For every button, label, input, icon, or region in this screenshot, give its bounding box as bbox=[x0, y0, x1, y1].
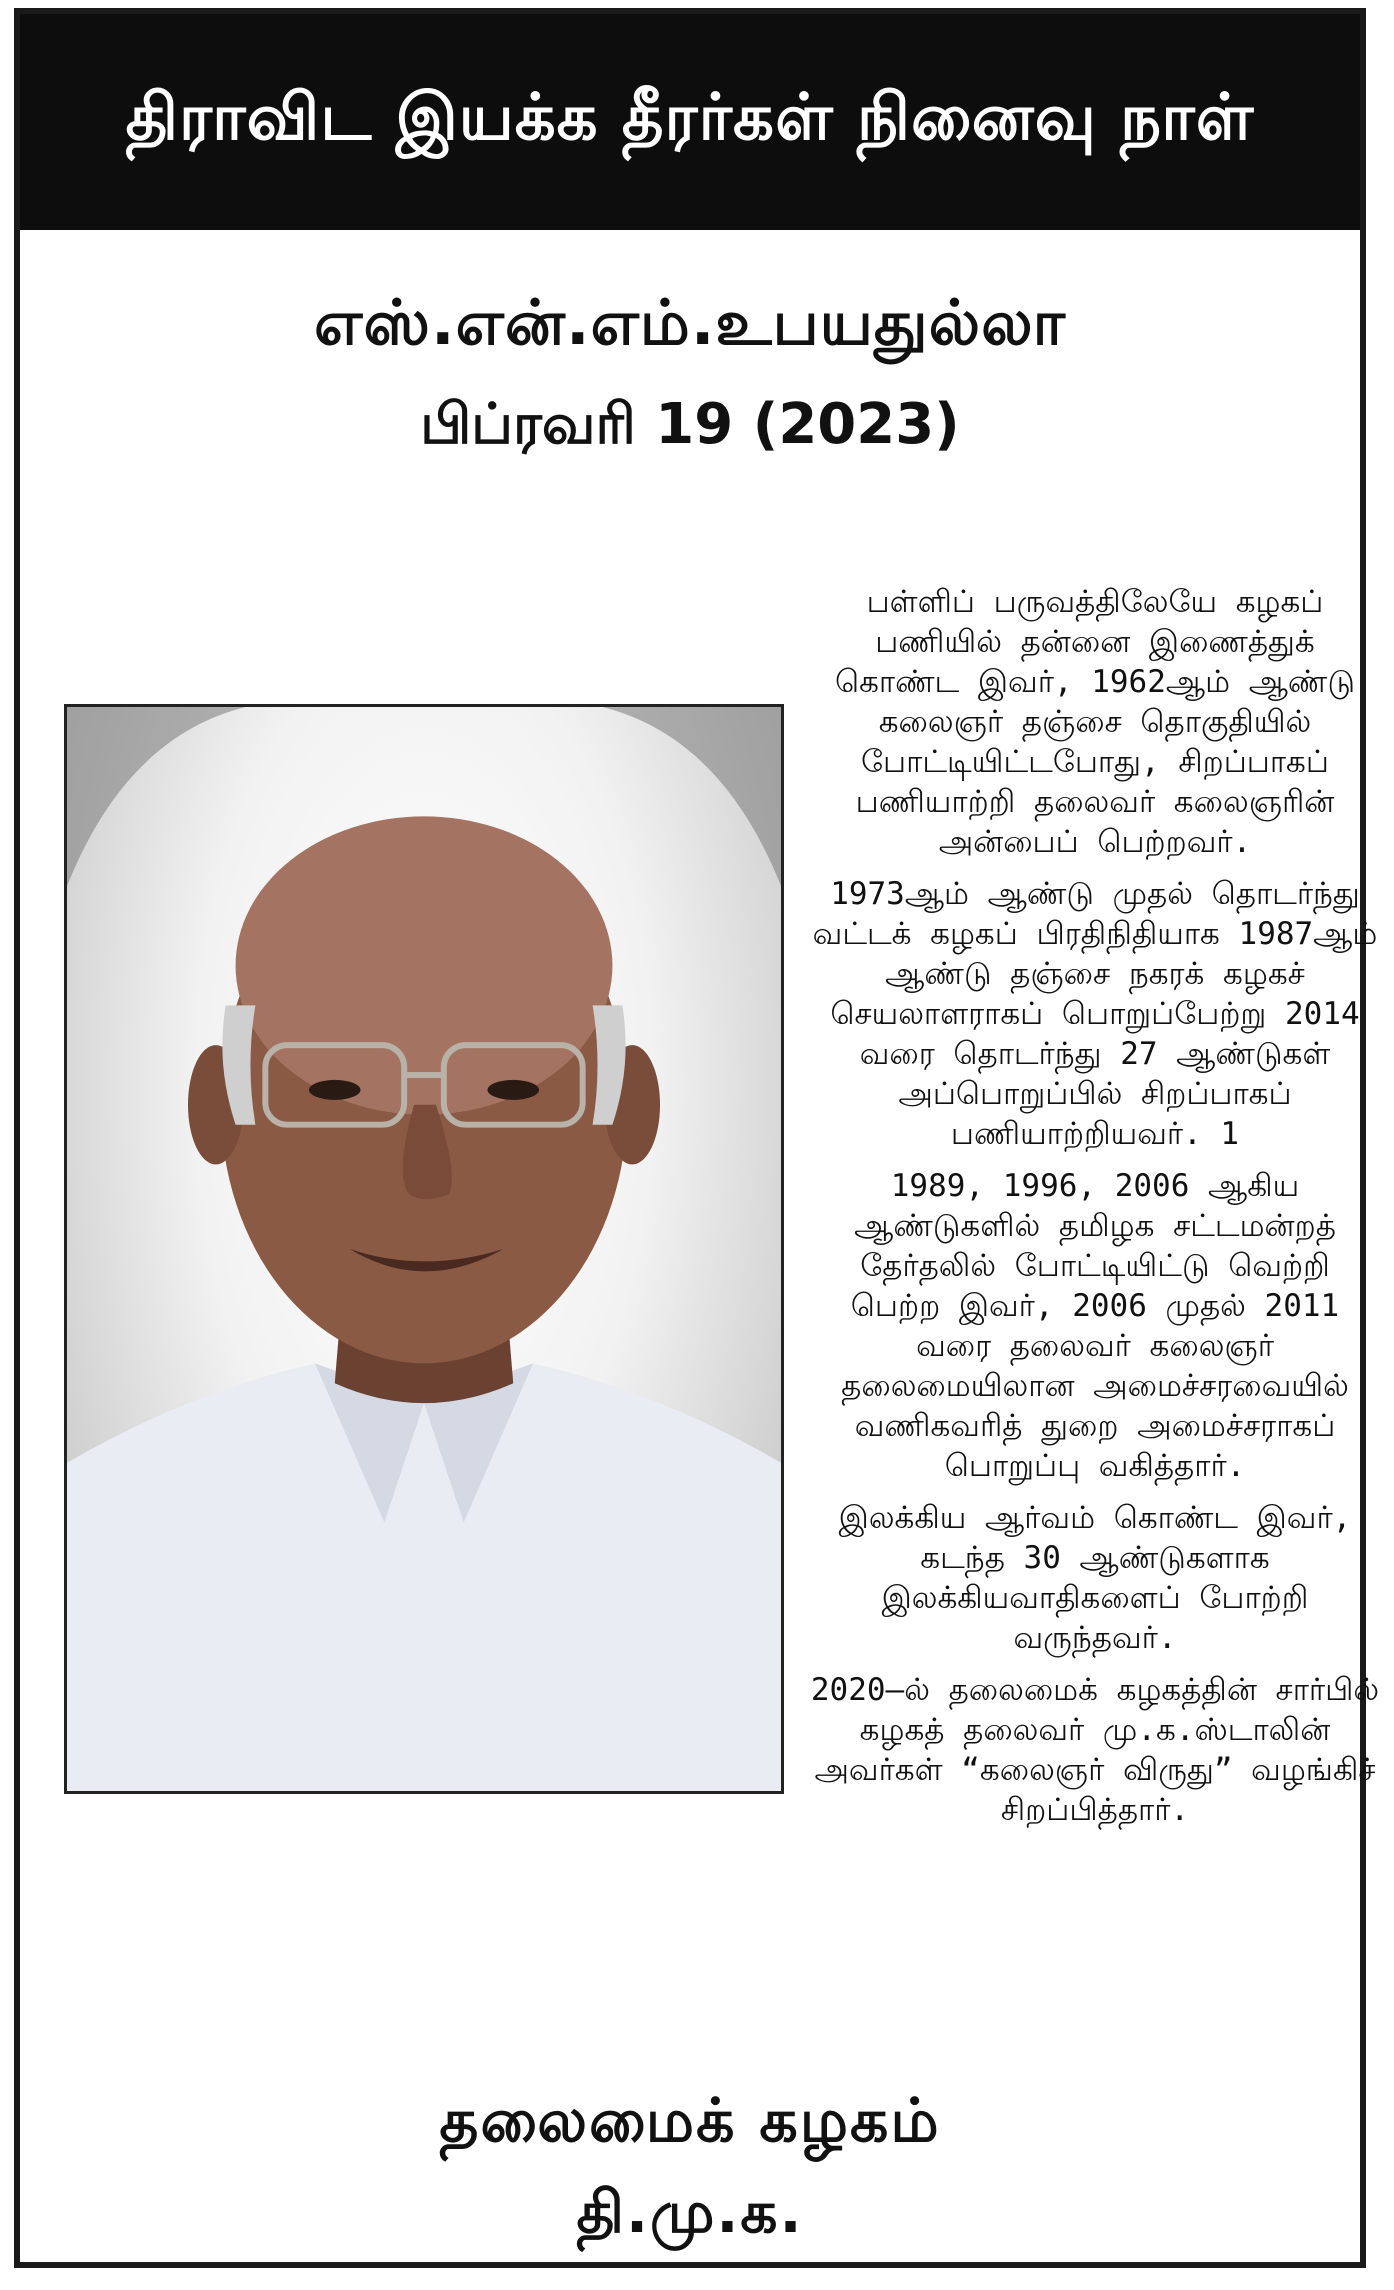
bio-paragraph: 1973ஆம் ஆண்டு முதல் தொடர்ந்து வட்டக் கழகப் பிரதிநிதியாக 1987ஆம் ஆண்டு தஞ்சை நகரக் கழகச் செயலாளராகப் பொறுப்பேற்று 2014 வரை தொடர்ந்து 27 ஆண்டுகள் அப்பொறுப்பில் சிறப்பாகப் பணியாற்றியவர். 1 bbox=[812, 876, 1378, 1152]
biography-text bbox=[810, 582, 1380, 1842]
bio-paragraph: பள்ளிப் பருவத்திலேயே கழகப் பணியில் தன்னை இணைத்துக் கொண்ட இவர், 1962ஆம் ஆண்டு கலைஞர் தஞ்சை தொகுதியில் போட்டியிட்டபோது, சிறப்பாகப் பணியாற்றி தலைவர் கலைஞரின் அன்பைப் பெற்றவர். bbox=[834, 584, 1356, 860]
footer-party-name: தி.மு.க. bbox=[576, 2178, 804, 2246]
poster-frame bbox=[14, 8, 1380, 2268]
bio-paragraph: இலக்கிய ஆர்வம் கொண்ட இவர், கடந்த 30 ஆண்டுகளாக இலக்கியவாதிகளைப் போற்றி வருந்தவர். bbox=[838, 1500, 1352, 1656]
memorial-date: பிப்ரவரி 19 (2023) bbox=[420, 392, 960, 457]
portrait-illustration bbox=[67, 707, 781, 1791]
header-banner bbox=[20, 14, 1360, 230]
bio-paragraph: 2020–ல் தலைமைக் கழகத்தின் சார்பில் கழகத் தலைவர் மு.க.ஸ்டாலின் அவர்கள் “கலைஞர் விருது” வழங்கிச் சிறப்பித்தார். bbox=[810, 1672, 1380, 1828]
portrait-photo bbox=[64, 704, 784, 1794]
banner-title: திராவிட இயக்க தீரர்கள் நினைவு நாள் bbox=[125, 81, 1255, 155]
bio-paragraph: 1989, 1996, 2006 ஆகிய ஆண்டுகளில் தமிழக சட்டமன்றத் தேர்தலில் போட்டியிட்டு வெற்றி பெற்ற இவர், 2006 முதல் 2011 வரை தலைவர் கலைஞர் தலைமையிலான அமைச்சரவையில் வணிகவரித் துறை அமைச்சராகப் பொறுப்பு வகித்தார். bbox=[841, 1168, 1349, 1484]
footer-organization: தலைமைக் கழகம் bbox=[439, 2086, 941, 2156]
person-name: எஸ்.என்.எம்.உபயதுல்லா bbox=[313, 286, 1067, 359]
